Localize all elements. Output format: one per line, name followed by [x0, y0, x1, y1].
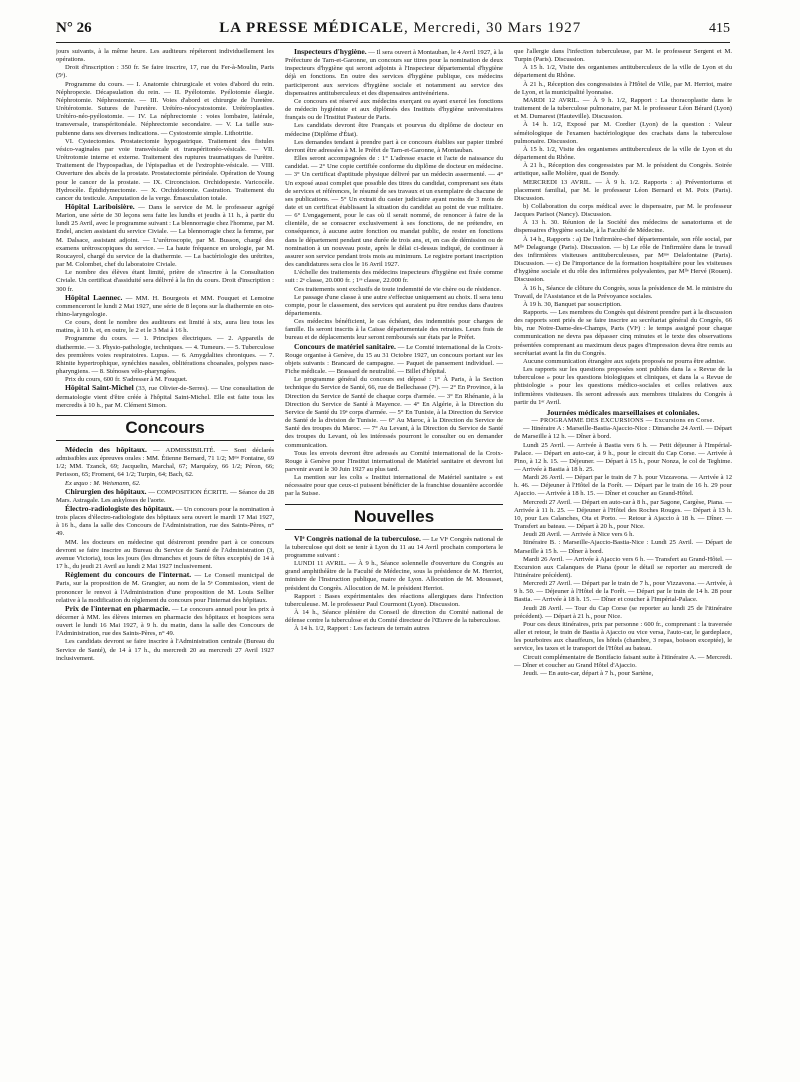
heading-chirurgien-hopitaux: Chirurgien des hôpitaux. [65, 486, 147, 496]
section-title-nouvelles: Nouvelles [285, 504, 503, 530]
paragraph: — Dans le service de M. le professeur agrégé Marion, une série de 30 leçons sera faite les lundis et jeudis à 11 h., à partir du lundi 25 Avril, avec le programme suivant : La blennorragie chez l'homme, par M. Endel, ancien assistant du service Civiale. — La blennorragie chez la femme, par M. Dalsace, assistant adjoint. — L'urétroscopie, par M. Busson, chargé des examens urétroscopiques du service. — La haute fréquence en urologie, par M. Roucayrol, chargé du service de la diathermie. — La bactériologie des urétrites, par M. Colombet, chef du laboratoire Civiale. [56, 203, 274, 269]
paragraph: Prix du cours, 600 fr. S'adresser à M. Fouquet. [65, 376, 188, 384]
paragraph: Le programme général du concours est déposé : 1° À Paris, à la Section technique du Service de Santé, 66, rue de Bellechasse (7ᵉ). — 2° En Province, à la Direction du Service de Santé de chaque corps d'armée. — 3° En Rhénanie, à la Direction du Service de Santé à Mayence. — 4° En Algérie, à la Direction du Service de Santé du 19ᵉ corps d'armée. — 5° En Tunisie, à la Direction du Service de Santé de la division de Tunisie. — 6° Au Maroc, à la Direction du Service de Santé des troupes du Maroc. — 7° Au Levant, à la Direction du Service de Santé des troupes du Levant, où les intéressés pourront le consulter ou en demander communication. [285, 376, 503, 449]
paragraph: — Le Conseil municipal de Paris, sur la proposition de M. Grangier, au nom de la 5ᵉ Commission, vient de prononcer le renvoi à l'Administration d'une proposition de M. Louis Sellier relative à la modification du règlement du concours pour l'internat des hôpitaux. [56, 572, 274, 604]
paragraph: La mention sur les colis « Institut international de Matériel sanitaire » est nécessaire pour que ceux-ci puissent bénéficier de la franchise douanière accordée par la Suisse. [285, 474, 503, 498]
heading-electro-radiologiste: Électro-radiologiste des hôpitaux. [65, 503, 174, 513]
paragraph: À 13 h. 30. Réunion de la Société des médecins de sanatoriums et de dispensaires d'hygiène sociale, à la Faculté de Médecine. [514, 219, 732, 235]
paragraph: — ADMISSIBILITÉ. — Sont déclarés admissibles aux épreuves orales : MM. Étienne Bernard, 71 1/2; Mᵐᵉ Fontaine, 69 1/2; MM. Tzanck, 69; Jacquelin, Marchal, 67; Marquézy, 66 1/2; Péron, 66; Perisson, 65; Froment, 64 1/2; Turpin, 64; Bach, 62. [56, 446, 274, 479]
paragraph: Jeudi 28 Avril. — Arrivée à Nice vers 6 h. [523, 531, 635, 539]
heading-lariboisiere: Hôpital Lariboisière. [65, 201, 135, 211]
column-1 [56, 48, 274, 1074]
paragraph: À 21 h., Réception des congressistes à l'Hôtel de Ville, par M. Herriot, maire de Lyon, et la municipalité lyonnaise. [514, 80, 732, 96]
paragraph: À 16 h., Séance de clôture du Congrès, sous la présidence de M. le ministre du Travail, de l'Assistance et de la Prévoyance sociales. [514, 284, 732, 300]
paragraph: À 14 h. 1/2, Exposé par M. Cordier (Lyon) de la question : Valeur séméiologique de l'examen bactériologique des crachats dans la tuberculose pulmonaire. Discussion. [514, 121, 732, 145]
heading-materiel-sanitaire: Concours de matériel sanitaire. [294, 341, 396, 351]
paragraph: — Le VIᵉ Congrès national de la tuberculose qui doit se tenir à Lyon du 11 au 14 Avril prochain comportera le programme suivant : [285, 535, 503, 559]
paragraph: — Le concours annuel pour les prix à décerner à MM. les élèves internes en pharmacie des hôpitaux et hospices sera ouvert le lundi 16 Mai 1927, à 9 h. du matin, dans la salle des Concours de l'Administration, rue des Saints-Pères, n° 49. [56, 605, 274, 638]
paragraph: — Itinéraire A : Marseille-Bastia-Ajaccio-Nice : Dimanche 24 Avril. — Départ de Marseille à 12 h. — Dîner à bord. [514, 425, 732, 441]
paragraph: MM. les docteurs en médecine qui désireront prendre part à ce concours devront se faire inscrire au Bureau du Service de Santé de l'Administration (3, avenue Victoria), tous les jours (les dimanches et jours de fêtes exceptés) de 14 à 17 h., du jeudi 21 Avril au lundi 2 Mai 1927 inclusivement. [56, 538, 274, 571]
paragraph: À 14 h., Séance plénière du Conseil de direction du Comité national de défense contre la tuberculose et du Comité directeur de l'Œuvre de la tuberculose. [285, 609, 503, 625]
paragraph: Les candidats devront être Français et pourvus du diplôme de docteur en médecine (Diplôme d'État). [285, 122, 503, 138]
paragraph: À 15 h. 1/2, Visite des organismes antituberculeux de la ville de Lyon et du département du Rhône. [514, 145, 732, 162]
paragraph: Droit d'inscription : 350 fr. Se faire inscrire, 17, rue du Fer-à-Moulin, Paris (5ᵉ). [56, 64, 274, 80]
heading-journees-marseillaises: Journées médicales marseillaises et coloniales. [546, 407, 700, 417]
paragraph: Les candidats devront se faire inscrire à l'Administration centrale (Bureau du Service de Santé), de 14 à 17 h., du mercredi 20 au mercredi 27 Avril 1927 inclusivement. [56, 638, 274, 662]
heading-inspecteurs-hygiene: Inspecteurs d'hygiène. [294, 48, 367, 56]
paragraph: Tous les envois devront être adressés au Comité international de la Croix-Rouge à Genève pour l'Institut international de Matériel sanitaire et devront lui parvenir avant le 30 Juin 1927 au plus tard. [285, 449, 503, 473]
heading-congres-tuberculose: VIᵉ Congrès national de la tuberculose. [294, 533, 421, 543]
paragraph: Ces médecins bénéficient, le cas échéant, des indemnités pour charges de famille. Ils seront inscrits à la Caisse départementale des retraites. Leurs frais de bureau et de déplacements leur seront remboursés sur états par le Préfet. [285, 318, 503, 342]
paragraph: Mardi 26 Avril. — Arrivée à Ajaccio vers 6 h. — Transfert au Grand-Hôtel. — Excursion aux Calanques de Piana (pour le détail se reporter au mercredi de l'itinéraire précédent). [514, 555, 732, 579]
paragraph: Ces traitements sont exclusifs de toute indemnité de vie chère ou de résidence. [294, 285, 502, 293]
paragraph: Ex æquo : M. Weismann, 62. [65, 479, 141, 487]
paragraph: MERCREDI 13 AVRIL. — À 9 h. 1/2. Rapports : a) Préventoriums et placement familial, par M. le professeur Léon Bernard et M. Poix (Paris). Discussion. [514, 178, 732, 202]
paragraph: Pour ces deux itinéraires, prix par personne : 600 fr., comprenant : la traversée aller et retour, le train de Bastia à Ajaccio ou vice versa, l'auto-car, le gardeplace, les pourboires aux chauffeurs, les hôtels (chambre, 3 repas, boisson exceptée), le service, les taxes et le transport de l'Hôtel au bateau. [514, 620, 732, 653]
running-header [56, 20, 730, 43]
paragraph: À 14 h., Rapports : a) De l'infirmière-chef départementale, son rôle social, par Mˡˡᵉ Delagrange (Paris). Discussion. — b) Le rôle de l'infirmière dans le travail des infirmières visiteuses antituberculeuses, par Mᵐᵉ Delafontaine (Paris). Discussion. — c) De l'importance de la formation hospitalière pour les visiteuses d'hygiène sociale et du rôle des infirmières polyvalentes, par Mˡˡᵉ Hervé (Rouen). Discussion. [514, 235, 732, 284]
paragraph: Programme du cours. — 1. Principes électriques. — 2. Appareils de diathermie. — 3. Physio-pathologie, techniques. — 4. Tumeurs. — 5. Tuberculose des premières voies respiratoires. Lupus. — 6. Amygdalites chroniques. — 7. Rhinite hypertrophique, synéchies nasales, oblitérations choanales, polypes naso-pharyngiens. — 8. Sténoses vélo-pharyngées. [56, 335, 274, 376]
paragraph: À 14 h. 1/2, Rapport : Les facteurs de terrain autres [294, 625, 430, 633]
paragraph: Rapports. — Les membres du Congrès qui désirent prendre part à la discussion des rapports sont priés de se faire inscrire au secrétariat général du Congrès, 66 bis, rue Notre-Dame-des-Champs, Paris (VIᵉ) : le temps assigné pour chaque communication ne devra pas dépasser cinq minutes et le texte des observations présentées comprenant au maximum deux pages d'impression devra être remis au secrétariat avant la fin du Congrès. [514, 309, 732, 357]
paragraph: Lundi 25 Avril. — Arrivée à Bastia vers 6 h. — Petit déjeuner à l'Impérial-Palace. — Départ en auto-car, à 9 h., pour le circuit du Cap Corse. — Arrivée à Pino, à 12 h. 15. — Déjeuner. — Départ à 15 h., pour Nonza, le col de Teghime. — Arrivée à Bastia à 18 h. 25. [514, 441, 732, 473]
paragraph: MARDI 12 AVRIL. — À 9 h. 1/2, Rapport : La thoracoplastie dans le traitement de la tuberculose pulmonaire, par M. le professeur Léon Bérard (Lyon) et M. Dumarest (Hauteville). Discussion. [514, 96, 732, 121]
paragraph: Ce cours, dont le nombre des auditeurs est limité à six, aura lieu tous les matins, à 10 h. et, en outre, le 2 et le 3 Mai à 16 h. [56, 319, 274, 335]
subheading-excursions: — PROGRAMME DES EXCURSIONS — Excursions en Corse. [531, 417, 715, 425]
paragraph: Jeudi 28 Avril. — Tour du Cap Corse (se reporter au lundi 25 de l'itinéraire précédent). — Départ à 21 h., pour Nice. [514, 604, 732, 620]
paragraph: Le nombre des élèves étant limité, prière de s'inscrire à la Consultation Civiale. Un certificat d'assiduité sera délivré à la fin du cours. Droit d'inscription : 300 fr. [56, 269, 274, 293]
paragraph: Les demandes tendant à prendre part à ce concours établies sur papier timbré devront être adressées à M. le Préfet de Tarn-et-Garonne, à Montauban. [285, 138, 503, 154]
heading-laennec: Hôpital Laennec. [65, 292, 123, 302]
paragraph: que l'allergie dans l'infection tuberculeuse, par M. le professeur Sergent et M. Turpin (Paris). Discussion. [514, 48, 732, 64]
paragraph: — COMPOSITION ÉCRITE. — Séance du 28 Mars. Astragale. Les ankyloses de l'aorte. [56, 488, 274, 504]
page-folio: 415 [708, 21, 730, 36]
heading-medecin-hopitaux: Médecin des hôpitaux. [65, 444, 147, 454]
paragraph: Itinéraire B. : Marseille-Ajaccio-Bastia-Nice : Lundi 25 Avril. — Départ de Marseille à 15 h. — Dîner à bord. [514, 539, 732, 555]
paragraph: Circuit complémentaire de Bonifacio faisant suite à l'itinéraire A. — Mercredi. — Dîner et coucher au Grand Hôtel d'Ajaccio. [514, 653, 732, 669]
paragraph: VI. Cystectomies. Prostatectomie hypogastrique. Traitement des fistules vésico-vaginales par voie transvésicale et transpéritonéo-vésicale. — VII. Urétrotomie interne et externe. Traitement des ruptures traumatiques de l'urètre. Traitement de l'hypospadias, de l'épispadias et de l'extrophie-vésicale. — VIII. Ouverture des abcès de la prostate. Prostatectomie périnéale. Opération de Young pour le cancer de la prostate. — IX. Circoncision. Orchidopexie. Varicocèle. Hydrocèle. Épididymectomie. — X. Orchidotomie. Castration. Traitement du cancer du testicule. Amputation de la verge. Émasculation totale. [56, 137, 274, 202]
paragraph: LUNDI 11 AVRIL. — À 9 h., Séance solennelle d'ouverture du Congrès au grand amphithéâtre de la Faculté de Médecine, sous la présidence de M. Herriot, ministre de l'Instruction publique, maire de Lyon. Allocution de M. Moussset, président du Congrès. Allocution de M. le président Herriot. [285, 560, 503, 592]
column-3 [514, 48, 732, 1074]
section-title-concours: Concours [56, 415, 274, 441]
paragraph: b) Collaboration du corps médical avec le dispensaire, par M. le professeur Jacques Parisot (Nancy). Discussion. [514, 202, 732, 219]
paragraph: jours suivants, à la même heure. Les auditeurs répéteront individuellement les opérations. [56, 48, 274, 64]
column-2 [285, 48, 503, 1074]
paragraph: Jeudi. — En auto-car, départ à 7 h., pour Sartène, [523, 669, 654, 677]
paragraph: — Le Comité international de la Croix-Rouge organise à Genève, du 15 au 31 Octobre 1927, un concours portant sur les objets suivants : Brancard de campagne. — Paquet de pansement individuel. — Fiche médicale. — Brassard de neutralité. — Billet d'hôpital. [285, 343, 503, 376]
paragraph: — MM. H. Bourgeois et MM. Fouquet et Lemoine commenceront le lundi 2 Mai 1927, une série de 8 leçons sur la diathermie en oto-rhino-laryngologie. [56, 294, 274, 318]
paragraph: À 21 h., Réception des congressistes par M. le président du Congrès. Soirée artistique, salle Molière, quai de Bondy. [514, 162, 732, 178]
issue-date: , Mercredi, 30 Mars 1927 [404, 20, 582, 36]
paragraph: À 15 h. 1/2, Visite des organismes antituberculeux de la ville de Lyon et du département du Rhône. [514, 64, 732, 80]
paragraph: Rapport : Bases expérimentales des réactions allergiques dans l'infection tuberculeuse. M. le professeur Paul Courmont (Lyon). Discussion. [285, 592, 503, 608]
paragraph: Mercredi 27 Avril. — Départ en auto-car à 8 h., par Sagone, Cargèse, Piana. — Arrivée à 11 h. 25. — Déjeuner à l'Hôtel des Roches Rouges. — Départ à 13 h. 10, pour Les Calanches, Ota et Porto. — Retour à Ajaccio à 18 h. — Dîner. — Transfert au bateau. — Départ à 20 h., pour Nice. [514, 498, 732, 531]
paragraph: Aucune communication étrangère aux sujets proposés ne pourra être admise. [523, 357, 726, 365]
paragraph: Mardi 26 Avril. — Départ par le train de 7 h. pour Vizzavona. — Arrivée à 12 h. 46. — Déjeuner à l'Hôtel de la Forêt. — Départ par le train de 16 h. 29 pour Ajaccio. — Arrivée à 18 h. 15. — Dîner et coucher au Grand-Hôtel. [514, 474, 732, 498]
text-columns [56, 48, 732, 1074]
issue-number: N° 26 [56, 20, 92, 36]
paragraph: (33, rue Olivier-de-Serres). — Une consultation de dermatologie vient d'être créée à l'hôpital Saint-Michel. Elle est faite tous les mercredis à 10 h., par M. Clément Simon. [56, 385, 274, 409]
paragraph: Le passage d'une classe à une autre s'effectue uniquement au choix. Il sera tenu compte, pour le classement, des services qui auraient pu être rendus dans d'autres départements. [285, 293, 503, 317]
heading-prix-internat: Prix de l'internat en pharmacie. [65, 603, 171, 613]
paragraph: Les rapports sur les questions proposées sont publiés dans la « Revue de la tuberculose » pour les questions biologiques et cliniques, et dans la « Revue de phtisiologie » pour les questions médico-sociales et celles relatives aux infirmières visiteuses. Ils seront adressés aux membres titulaires du Congrès à partir du 1ᵉʳ Avril. [514, 366, 732, 406]
paragraph: — Un concours pour la nomination à trois places d'électro-radiologiste des hôpitaux sera ouvert le mardi 17 Mai 1927, à 16 h., dans la salle des Concours de l'Administration, rue des Saints-Pères, n° 49. [56, 505, 274, 538]
paragraph: Mercredi 27 Avril. — Départ par le train de 7 h., pour Vizzavona. — Arrivée, à 9 h. 50. — Déjeuner à l'Hôtel de la Forêt. — Départ par le train de 14 h. 28 pour Bastia. — Arrivée à 18 h. 15. — Dîner et coucher à l'Impérial-Palace. [514, 580, 732, 604]
heading-reglement-internat: Règlement du concours de l'internat. [65, 570, 192, 580]
journal-title [219, 20, 581, 37]
paragraph: Programme du cours. — I. Anatomie chirurgicale et voies d'abord du rein. Néphropexie. Décapsulation du rein. — II. Pyélotomie. Pyélotomie élargie. Néphrotomie. Néphrostomie. — III. Voies d'abord et chirurgie de l'uretère. Urétérotomie. Sutures de l'uretère. Urétéro-néocystostomie. Urétéroplasties. Urétéro-néo-pyélostomie. — IV. La néphrectomie : voies lombaire, latérale, transversale, transpéritonéale. Néphrectomie secondaire. — V. La taille sus-pubienne dans ses diverses indications. — Cystostomie simple. Lithotritie. [56, 80, 274, 137]
heading-saint-michel: Hôpital Saint-Michel [65, 383, 134, 393]
journal-name: LA PRESSE MÉDICALE [219, 20, 404, 36]
paragraph: Ce concours est réservé aux médecins exerçant ou ayant exercé les fonctions de médecin hygiéniste et aux diplômés des Instituts d'hygiène universitaires français ou de l'Institut Pasteur de Paris. [285, 97, 503, 122]
paragraph: Elles seront accompagnées de : 1° L'adresse exacte et l'acte de naissance du candidat. — 2° Une copie certifiée conforme du diplôme de docteur en médecine. — 3° Un certificat d'aptitude physique délivré par un médecin assermenté. — 4° Un exposé aussi complet que possible des titres du candidat, comprenant ses états de services et références, le résumé de ses travaux et un exemplaire de chacune de ses publications. — 5° Un extrait du casier judiciaire ayant moins de 3 mois de date et un certificat établissant la situation du candidat au point de vue militaire. — 6° L'engagement, pour le cas où il serait nommé, de renoncer à faire de la clientèle, de se consacrer exclusivement à ses fonctions, de ne prétendre, en conséquence, à aucune autre fonction ou mandat public, de rester en fonctions dans le département pendant une durée de trois ans, et, en cas de démission ou de nomination à un nouveau poste, après le délai ci-dessus indiqué, de continuer à assurer son service pendant trois mois au minimum. Le registre portant inscription des candidatures sera clos le 16 Avril 1927. [285, 155, 503, 269]
paragraph: L'échelle des traitements des médecins inspecteurs d'hygiène est fixée comme suit : 2ᵉ classe, 20.000 fr. ; 1ʳᵉ classe, 22.000 fr. [285, 269, 503, 285]
paragraph: — Il sera ouvert à Montauban, le 4 Avril 1927, à la Préfecture de Tarn-et-Garonne, un concours sur titres pour la nomination de deux inspecteurs d'hygiène qui seront adjoints à l'Inspecteur départemental d'hygiène déjà en fonctions. En outre des services d'hygiène publique, ces médecins participeront aux services d'hygiène sociale et notamment au service des dispensaires antituberculeux et des dispensaires antivénériens. [285, 49, 503, 97]
paragraph: À 19 h. 30, Banquet par souscription. [523, 300, 622, 308]
